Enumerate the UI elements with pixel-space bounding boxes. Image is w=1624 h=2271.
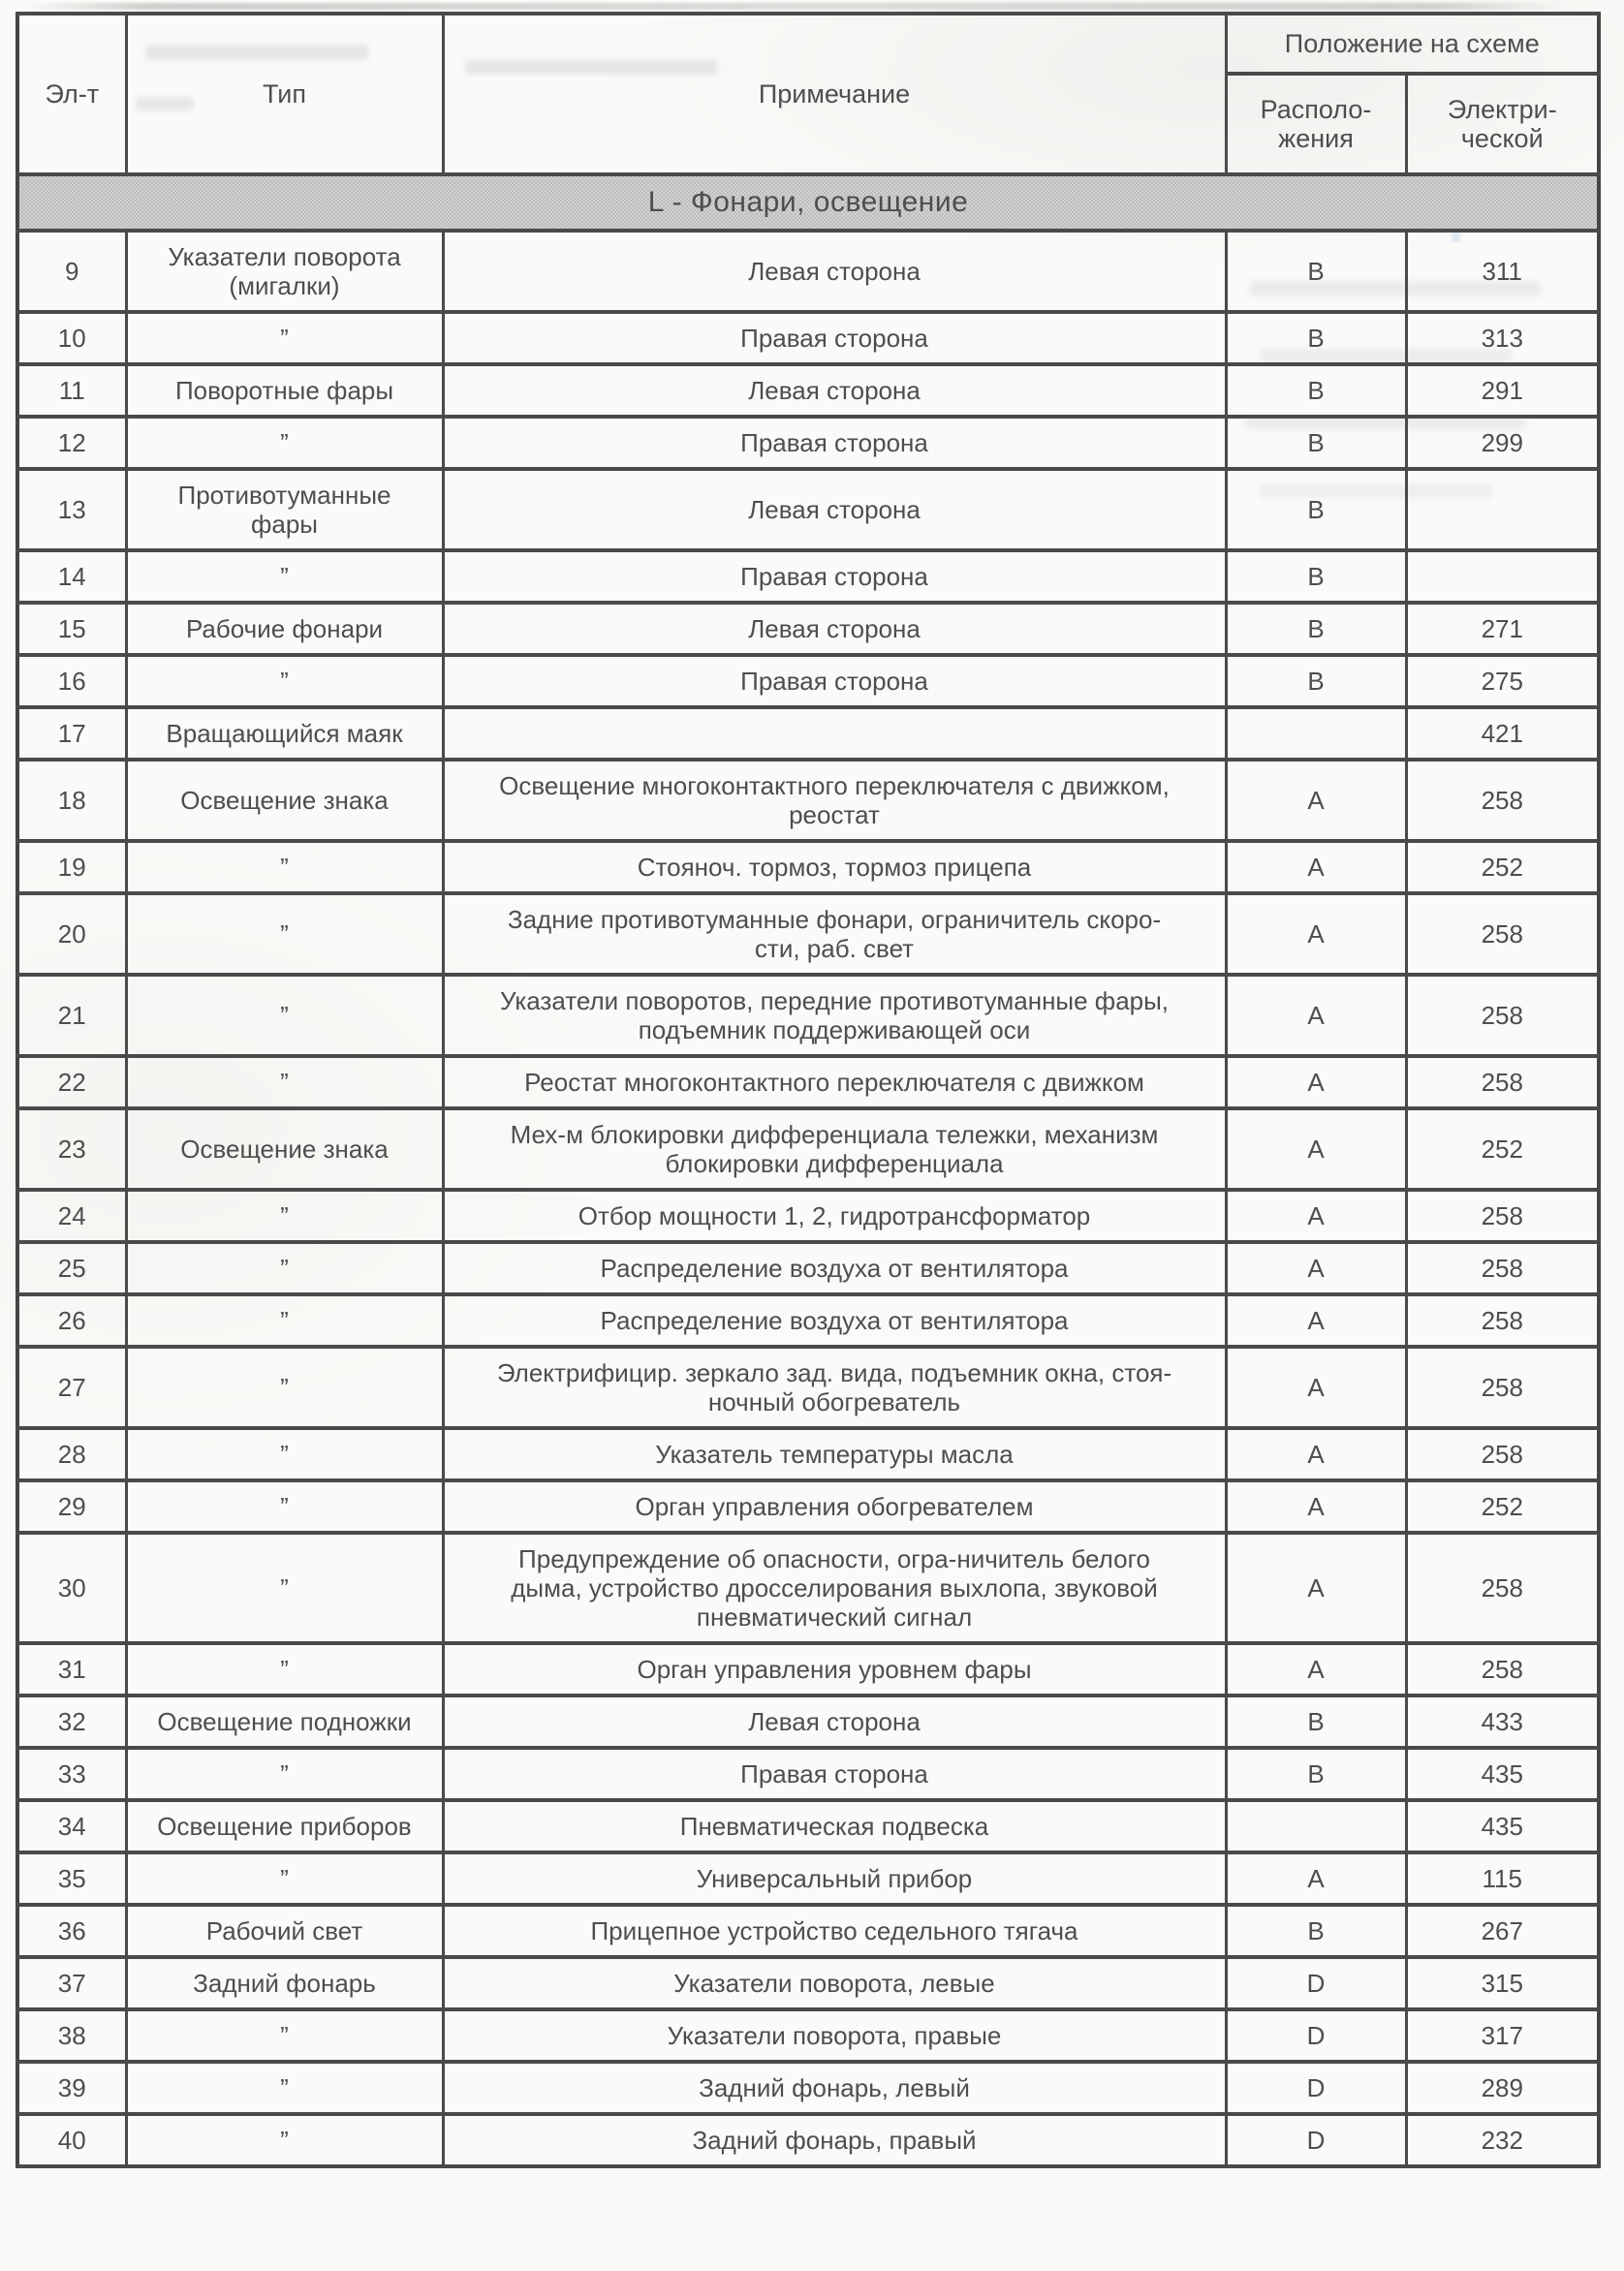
table-row [17,707,1599,760]
note-cell: Орган управления уровнем фары [443,1643,1226,1695]
electrical-cell: 258 [1406,760,1599,841]
element-cell: 39 [17,2062,126,2114]
note-cell: Правая сторона [443,655,1226,707]
col-header-element: Эл-т [17,14,126,174]
electrical-cell: 232 [1406,2114,1599,2166]
type-cell: Освещение приборов [126,1800,443,1852]
location-cell: A [1226,1533,1406,1643]
table-row [17,1242,1599,1294]
type-cell: ” [126,1852,443,1905]
components-table [16,12,1601,2168]
note-cell: Левая сторона [443,1695,1226,1748]
electrical-cell: 258 [1406,893,1599,975]
electrical-cell: 435 [1406,1748,1599,1800]
type-cell: Освещение подножки [126,1695,443,1748]
location-cell: B [1226,550,1406,603]
element-cell: 14 [17,550,126,603]
electrical-cell: 311 [1406,231,1599,312]
location-cell: A [1226,1643,1406,1695]
type-cell: Освещение знака [126,760,443,841]
note-cell: Пневматическая подвеска [443,1800,1226,1852]
table-row [17,1957,1599,2009]
element-cell: 35 [17,1852,126,1905]
note-cell: Указатели поворота, правые [443,2009,1226,2062]
element-cell: 11 [17,364,126,417]
element-cell: 24 [17,1190,126,1242]
location-cell: B [1226,655,1406,707]
location-cell: A [1226,1108,1406,1190]
electrical-cell [1406,550,1599,603]
note-cell: Отбор мощности 1, 2, гидротрансформатор [443,1190,1226,1242]
electrical-cell: 252 [1406,1480,1599,1533]
table-row [17,1347,1599,1428]
note-cell: Левая сторона [443,231,1226,312]
col-header-note: Примечание [443,14,1226,174]
location-cell: B [1226,312,1406,364]
element-cell: 12 [17,417,126,469]
electrical-cell: 421 [1406,707,1599,760]
note-cell: Левая сторона [443,364,1226,417]
electrical-cell: 252 [1406,1108,1599,1190]
note-cell: Левая сторона [443,469,1226,550]
element-cell: 18 [17,760,126,841]
type-cell: ” [126,655,443,707]
table-row [17,1428,1599,1480]
electrical-cell: 291 [1406,364,1599,417]
electrical-cell: 258 [1406,1428,1599,1480]
location-cell: A [1226,893,1406,975]
type-cell: ” [126,550,443,603]
location-cell: A [1226,841,1406,893]
location-cell [1226,1800,1406,1852]
location-cell: B [1226,1695,1406,1748]
element-cell: 30 [17,1533,126,1643]
element-cell: 16 [17,655,126,707]
location-cell: B [1226,1905,1406,1957]
col-header-type: Тип [126,14,443,174]
location-cell: B [1226,469,1406,550]
location-cell: B [1226,417,1406,469]
type-cell: Вращающийся маяк [126,707,443,760]
table-row [17,2062,1599,2114]
electrical-cell: 258 [1406,1242,1599,1294]
electrical-cell: 258 [1406,975,1599,1056]
table-row [17,841,1599,893]
electrical-cell: 258 [1406,1190,1599,1242]
location-cell: B [1226,364,1406,417]
table-row [17,1294,1599,1347]
element-cell: 29 [17,1480,126,1533]
table-row [17,2114,1599,2166]
type-cell: ” [126,1643,443,1695]
electrical-cell: 271 [1406,603,1599,655]
location-cell: A [1226,1242,1406,1294]
electrical-cell: 252 [1406,841,1599,893]
electrical-cell: 275 [1406,655,1599,707]
element-cell: 10 [17,312,126,364]
element-cell: 13 [17,469,126,550]
table-row [17,893,1599,975]
col-header-electrical: Электри- ческой [1406,74,1599,174]
type-cell: Рабочие фонари [126,603,443,655]
element-cell: 37 [17,1957,126,2009]
note-cell: Правая сторона [443,312,1226,364]
type-cell: ” [126,893,443,975]
element-cell: 31 [17,1643,126,1695]
location-cell: B [1226,603,1406,655]
element-cell: 9 [17,231,126,312]
element-cell: 34 [17,1800,126,1852]
electrical-cell: 115 [1406,1852,1599,1905]
type-cell: ” [126,417,443,469]
location-cell: B [1226,1748,1406,1800]
element-cell: 23 [17,1108,126,1190]
type-cell: ” [126,1190,443,1242]
location-cell: D [1226,2114,1406,2166]
element-cell: 25 [17,1242,126,1294]
note-cell [443,707,1226,760]
table-row [17,1695,1599,1748]
table-row [17,1480,1599,1533]
element-cell: 33 [17,1748,126,1800]
type-cell: ” [126,1294,443,1347]
electrical-cell: 258 [1406,1294,1599,1347]
note-cell: Указатели поворотов, передние противотуманные фары, подъемник поддерживающей оси [443,975,1226,1056]
header-row-1 [17,14,1599,74]
type-cell: ” [126,975,443,1056]
table-row [17,312,1599,364]
location-cell: A [1226,1852,1406,1905]
element-cell: 28 [17,1428,126,1480]
table-row [17,1643,1599,1695]
electrical-cell: 258 [1406,1347,1599,1428]
type-cell: ” [126,1748,443,1800]
table-row [17,760,1599,841]
type-cell: ” [126,1533,443,1643]
note-cell: Задний фонарь, левый [443,2062,1226,2114]
type-cell: ” [126,1056,443,1108]
table-row [17,469,1599,550]
element-cell: 40 [17,2114,126,2166]
note-cell: Орган управления обогревателем [443,1480,1226,1533]
location-cell: A [1226,1347,1406,1428]
location-cell: A [1226,1480,1406,1533]
location-cell: B [1226,231,1406,312]
type-cell: Освещение знака [126,1108,443,1190]
location-cell [1226,707,1406,760]
note-cell: Распределение воздуха от вентилятора [443,1242,1226,1294]
type-cell: ” [126,1347,443,1428]
note-cell: Задний фонарь, правый [443,2114,1226,2166]
location-cell: A [1226,1294,1406,1347]
element-cell: 20 [17,893,126,975]
electrical-cell: 258 [1406,1533,1599,1643]
element-cell: 22 [17,1056,126,1108]
location-cell: A [1226,1056,1406,1108]
element-cell: 17 [17,707,126,760]
element-cell: 38 [17,2009,126,2062]
electrical-cell: 299 [1406,417,1599,469]
table-row [17,603,1599,655]
note-cell: Указатель температуры масла [443,1428,1226,1480]
electrical-cell: 435 [1406,1800,1599,1852]
table-row [17,1108,1599,1190]
type-cell: Поворотные фары [126,364,443,417]
element-cell: 21 [17,975,126,1056]
type-cell: Задний фонарь [126,1957,443,2009]
table-row [17,364,1599,417]
scan-artifact [25,3,1561,10]
note-cell: Правая сторона [443,550,1226,603]
table-row [17,1190,1599,1242]
note-cell: Задние противотуманные фонари, ограничитель скоро- сти, раб. свет [443,893,1226,975]
type-cell: Указатели поворота (мигалки) [126,231,443,312]
electrical-cell [1406,469,1599,550]
table-row [17,655,1599,707]
element-cell: 36 [17,1905,126,1957]
table-row [17,1905,1599,1957]
table-row [17,1056,1599,1108]
note-cell: Универсальный прибор [443,1852,1226,1905]
electrical-cell: 315 [1406,1957,1599,2009]
note-cell: Распределение воздуха от вентилятора [443,1294,1226,1347]
location-cell: A [1226,760,1406,841]
type-cell: ” [126,2009,443,2062]
note-cell: Указатели поворота, левые [443,1957,1226,2009]
type-cell: ” [126,2062,443,2114]
note-cell: Мех-м блокировки дифференциала тележки, механизм блокировки дифференциала [443,1108,1226,1190]
electrical-cell: 258 [1406,1643,1599,1695]
section-header-row [17,174,1599,231]
location-cell: D [1226,2062,1406,2114]
element-cell: 26 [17,1294,126,1347]
note-cell: Левая сторона [443,603,1226,655]
location-cell: D [1226,1957,1406,2009]
note-cell: Прицепное устройство седельного тягача [443,1905,1226,1957]
element-cell: 15 [17,603,126,655]
element-cell: 32 [17,1695,126,1748]
electrical-cell: 258 [1406,1056,1599,1108]
type-cell: ” [126,1480,443,1533]
table-row [17,1852,1599,1905]
type-cell: Противотуманные фары [126,469,443,550]
type-cell: ” [126,2114,443,2166]
note-cell: Стояноч. тормоз, тормоз прицепа [443,841,1226,893]
col-header-position-group: Положение на схеме [1226,14,1599,74]
note-cell: Освещение многоконтактного переключателя с движком, реостат [443,760,1226,841]
table-row [17,1800,1599,1852]
note-cell: Правая сторона [443,417,1226,469]
type-cell: ” [126,312,443,364]
note-cell: Правая сторона [443,1748,1226,1800]
type-cell: ” [126,1428,443,1480]
location-cell: D [1226,2009,1406,2062]
location-cell: A [1226,1190,1406,1242]
type-cell: ” [126,1242,443,1294]
electrical-cell: 317 [1406,2009,1599,2062]
location-cell: A [1226,975,1406,1056]
table-row [17,550,1599,603]
section-header: L - Фонари, освещение [17,174,1599,231]
table-row [17,1748,1599,1800]
note-cell: Предупреждение об опасности, огра-ничитель белого дыма, устройство дросселирования выхлопа, звуковой пневматический сигнал [443,1533,1226,1643]
note-cell: Реостат многоконтактного переключателя с движком [443,1056,1226,1108]
electrical-cell: 433 [1406,1695,1599,1748]
element-cell: 19 [17,841,126,893]
table-row [17,975,1599,1056]
type-cell: ” [126,841,443,893]
note-cell: Электрифицир. зеркало зад. вида, подъемник окна, стоя- ночный обогреватель [443,1347,1226,1428]
table-row [17,2009,1599,2062]
type-cell: Рабочий свет [126,1905,443,1957]
col-header-location: Располо- жения [1226,74,1406,174]
table-row [17,231,1599,312]
electrical-cell: 313 [1406,312,1599,364]
electrical-cell: 267 [1406,1905,1599,1957]
table-row [17,1533,1599,1643]
electrical-cell: 289 [1406,2062,1599,2114]
element-cell: 27 [17,1347,126,1428]
table-row [17,417,1599,469]
location-cell: A [1226,1428,1406,1480]
